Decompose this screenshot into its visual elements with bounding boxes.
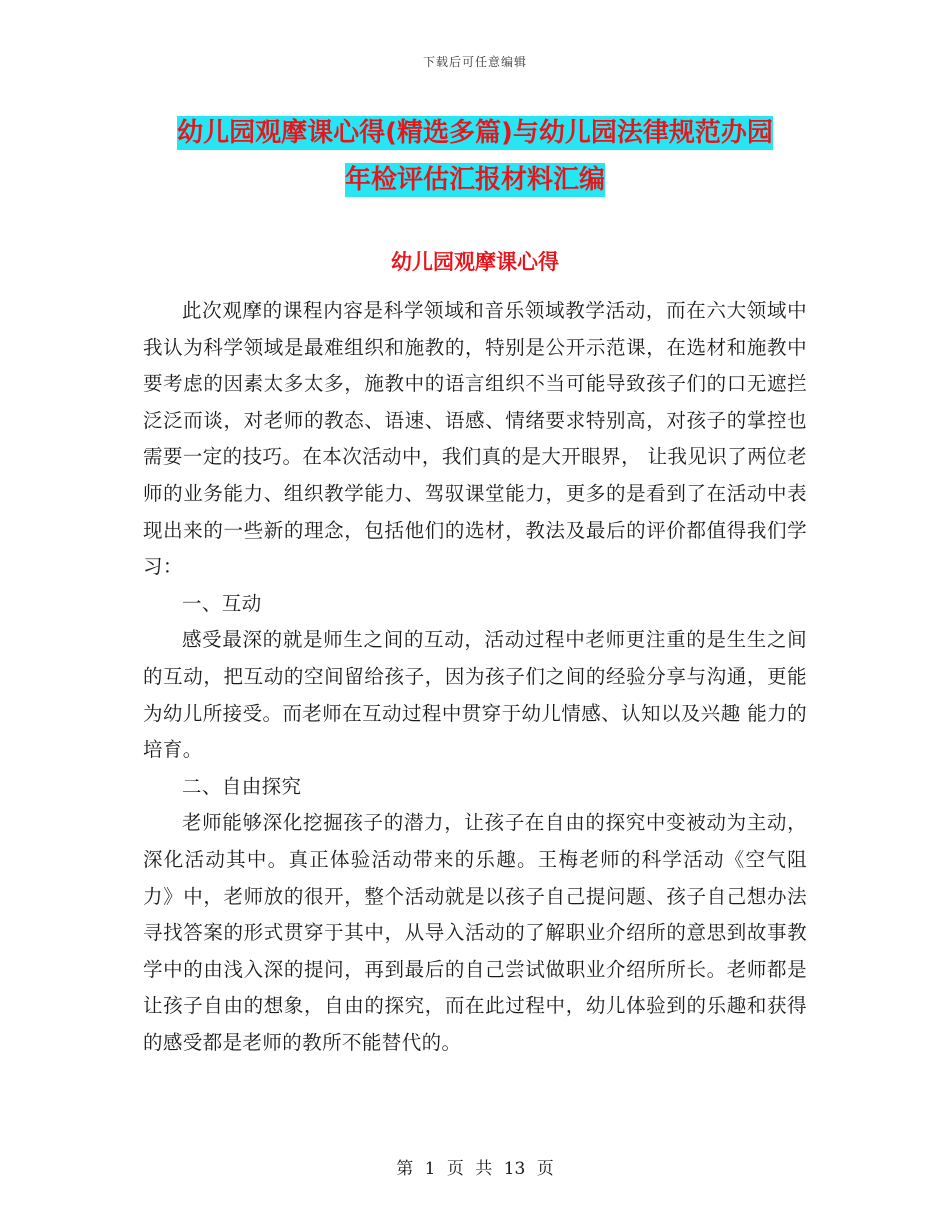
section-title: 幼儿园观摩课心得: [391, 250, 559, 274]
header-note: 下载后可任意编辑: [422, 55, 527, 69]
title-line-2-text: 年检评估汇报材料汇编: [344, 165, 605, 195]
paragraph-free-exploration: 老师能够深化挖掘孩子的潜力，让孩子在自由的探究中变被动为主动，深化活动其中。真正体验活动带来的乐趣。王梅老师的科学活动《空气阻力》中，老师放的很开，整个活动就是以孩子自己提问题、孩子自己想办法寻找答案的形式贯穿于其中，从导入活动的了解职业介绍所的意思到故事教学中的由浅入深的提问，再到最后的自己尝试做职业介绍所所长。老师都是让孩子自由的想象，自由的探究，而在此过程中，幼儿体验到的乐趣和获得的感受都是老师的教所不能替代的。: [143, 811, 807, 1054]
title-line-2: [0, 157, 950, 204]
subheading-interaction: 一、互动: [182, 591, 262, 615]
subheading-free-exploration: 二、自由探究: [182, 774, 302, 798]
paragraph-intro: 此次观摩的课程内容是科学领域和音乐领域教学活动，而在六大领域中我认为科学领域是最难组织和施教的，特别是公开示范课，在选材和施教中要考虑的因素太多太多，施教中的语言组织不当可能导致孩子们的口无遮拦泛泛而谈，对老师的教态、语速、语感、情绪要求特别高，对孩子的掌控也需要一定的技巧。在本次活动中，我们真的是大开眼界， 让我见识了两位老师的业务能力、组织教学能力、驾驭课堂能力，更多的是看到了在活动中表现出来的一些新的理念，包括他们的选材，教法及最后的评价都值得我们学习：: [143, 299, 807, 579]
title-line-1: [0, 110, 950, 157]
page-footer: 第 1 页 共 13 页: [396, 1159, 554, 1179]
document-body: [143, 293, 807, 1061]
paragraph-interaction: 感受最深的就是师生之间的互动，活动过程中老师更注重的是生生之间的互动，把互动的空间留给孩子，因为孩子们之间的经验分享与沟通，更能为幼儿所接受。而老师在互动过程中贯穿于幼儿情感、认知以及兴趣 能力的培育。: [143, 628, 807, 762]
title-line-1-text: 幼儿园观摩课心得(精选多篇)与幼儿园法律规范办园: [177, 118, 773, 148]
document-title: [0, 110, 950, 204]
